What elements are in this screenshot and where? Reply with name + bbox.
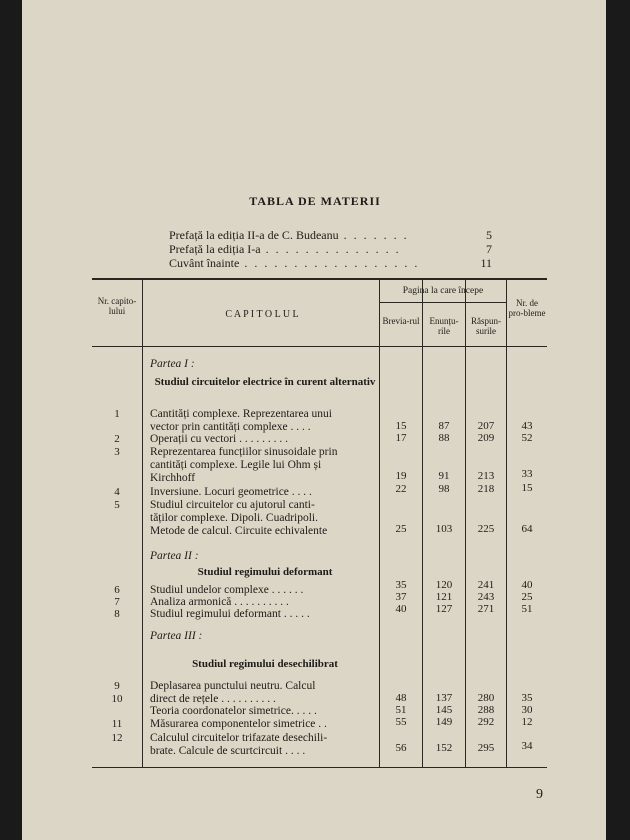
- part-label: Partea I :: [150, 358, 195, 370]
- chapter-line: vector prin cantități complexe . . . .: [150, 421, 311, 433]
- preface-page: 7: [486, 242, 492, 256]
- chapter-line: Metode de calcul. Circuite echivalente: [150, 525, 328, 537]
- breviar-page: 51: [395, 704, 407, 716]
- breviar-page: 56: [395, 742, 407, 754]
- preface-entry: Prefață la ediția II-a de C. Budeanu . . . . . . .: [169, 228, 409, 242]
- problem-count: 15: [521, 482, 533, 494]
- preface-entry: Prefață la ediția I-a . . . . . . . . . . . . . .: [169, 242, 401, 256]
- enunturi-page: 87: [438, 420, 450, 432]
- enunturi-page: 120: [435, 579, 453, 591]
- header-raspunsuri: Răspun-surile: [471, 316, 501, 336]
- raspunsuri-page: 218: [477, 483, 495, 495]
- raspunsuri-page: 225: [477, 523, 495, 535]
- chapter-number: 9: [114, 680, 120, 692]
- chapter-number: 12: [111, 732, 123, 744]
- problem-count: 35: [521, 692, 533, 704]
- chapter-line: Kirchhoff: [150, 472, 196, 484]
- chapter-line: Deplasarea punctului neutru. Calcul: [150, 680, 316, 692]
- chapter-line: Reprezentarea funcțiilor sinusoidale prin: [150, 446, 338, 458]
- chapter-line: Cantități complexe. Reprezentarea unui: [150, 408, 333, 420]
- chapter-number: 10: [111, 693, 123, 705]
- chapter-line: Calculul circuitelor trifazate desechili-: [150, 732, 328, 744]
- enunturi-page: 149: [435, 716, 453, 728]
- part-label: Partea II :: [150, 550, 199, 562]
- problem-count: 25: [521, 591, 533, 603]
- enunturi-page: 145: [435, 704, 453, 716]
- enunturi-page: 121: [435, 591, 453, 603]
- preface-entry: Cuvânt înainte . . . . . . . . . . . . . . . . . .: [169, 256, 420, 270]
- chapter-line: tăților complexe. Dipoli. Cuadripoli.: [150, 512, 318, 524]
- contents-table: [92, 278, 547, 768]
- chapter-number: 6: [114, 584, 120, 596]
- header-chapter: C A P I T O L U L: [225, 309, 299, 320]
- chapter-number: 4: [114, 486, 120, 498]
- raspunsuri-page: 213: [477, 470, 495, 482]
- chapter-number: 7: [114, 596, 120, 608]
- part-title: Studiul circuitelor electrice în curent alternativ: [154, 376, 376, 388]
- chapter-line: direct de rețele . . . . . . . . . .: [150, 693, 276, 705]
- breviar-page: 35: [395, 579, 407, 591]
- chapter-line: brate. Calcule de scurtcircuit . . . .: [150, 745, 306, 757]
- breviar-page: 25: [395, 523, 407, 535]
- part-label: Partea III :: [150, 630, 203, 642]
- part-title: Studiul regimului desechilibrat: [192, 658, 338, 670]
- header-start-page: Pagina la care începe: [402, 286, 484, 296]
- breviar-page: 48: [395, 692, 407, 704]
- column-rule: [142, 280, 143, 767]
- chapter-number: 8: [114, 608, 120, 620]
- problem-count: 12: [521, 716, 533, 728]
- breviar-page: 17: [395, 432, 407, 444]
- problem-count: 64: [521, 523, 533, 535]
- raspunsuri-page: 243: [477, 591, 495, 603]
- breviar-page: 19: [395, 470, 407, 482]
- enunturi-page: 103: [435, 523, 453, 535]
- problem-count: 33: [521, 468, 533, 480]
- header-rule: [92, 346, 547, 347]
- header-rule: [379, 302, 506, 303]
- enunturi-page: 127: [435, 603, 453, 615]
- problem-count: 40: [521, 579, 533, 591]
- raspunsuri-page: 209: [477, 432, 495, 444]
- raspunsuri-page: 271: [477, 603, 495, 615]
- enunturi-page: 91: [438, 470, 450, 482]
- enunturi-page: 88: [438, 432, 450, 444]
- chapter-number: 11: [111, 718, 123, 730]
- chapter-line: cantități complexe. Legile lui Ohm și: [150, 459, 322, 471]
- enunturi-page: 98: [438, 483, 450, 495]
- breviar-page: 15: [395, 420, 407, 432]
- preface-page: 5: [486, 228, 492, 242]
- raspunsuri-page: 292: [477, 716, 495, 728]
- breviar-page: 37: [395, 591, 407, 603]
- chapter-line: Măsurarea componentelor simetrice . .: [150, 718, 327, 730]
- enunturi-page: 152: [435, 742, 453, 754]
- raspunsuri-page: 295: [477, 742, 495, 754]
- raspunsuri-page: 207: [477, 420, 495, 432]
- problem-count: 51: [521, 603, 533, 615]
- chapter-number: 1: [114, 408, 120, 420]
- part-title: Studiul regimului deformant: [197, 566, 333, 578]
- chapter-line: Studiul circuitelor cu ajutorul canti-: [150, 499, 315, 511]
- chapter-line: Teoria coordonatelor simetrice. . . . .: [150, 705, 317, 717]
- chapter-number: 5: [114, 499, 120, 511]
- problem-count: 43: [521, 420, 533, 432]
- raspunsuri-page: 241: [477, 579, 495, 591]
- problem-count: 52: [521, 432, 533, 444]
- chapter-number: 2: [114, 433, 120, 445]
- breviar-page: 40: [395, 603, 407, 615]
- chapter-number: 3: [114, 446, 120, 458]
- chapter-line: Inversiune. Locuri geometrice . . . .: [150, 486, 312, 498]
- header-enunturi: Enunțu-rile: [429, 316, 459, 336]
- raspunsuri-page: 288: [477, 704, 495, 716]
- preface-page: 11: [480, 256, 492, 270]
- problem-count: 30: [521, 704, 533, 716]
- chapter-line: Operații cu vectori . . . . . . . . .: [150, 433, 288, 445]
- chapter-line: Analiza armonică . . . . . . . . . .: [150, 596, 289, 608]
- chapter-line: Studiul undelor complexe . . . . . .: [150, 584, 304, 596]
- page-number: 9: [536, 787, 543, 802]
- book-page: [22, 0, 606, 840]
- page-title: TABLA DE MATERII: [249, 194, 381, 208]
- breviar-page: 55: [395, 716, 407, 728]
- header-chapter-number: Nr. capito-lului: [97, 296, 137, 316]
- problem-count: 34: [521, 740, 533, 752]
- breviar-page: 22: [395, 483, 407, 495]
- enunturi-page: 137: [435, 692, 453, 704]
- header-breviar: Brevia-rul: [382, 316, 420, 326]
- header-problem-count: Nr. de pro-bleme: [508, 298, 546, 318]
- chapter-line: Studiul regimului deformant . . . . .: [150, 608, 310, 620]
- raspunsuri-page: 280: [477, 692, 495, 704]
